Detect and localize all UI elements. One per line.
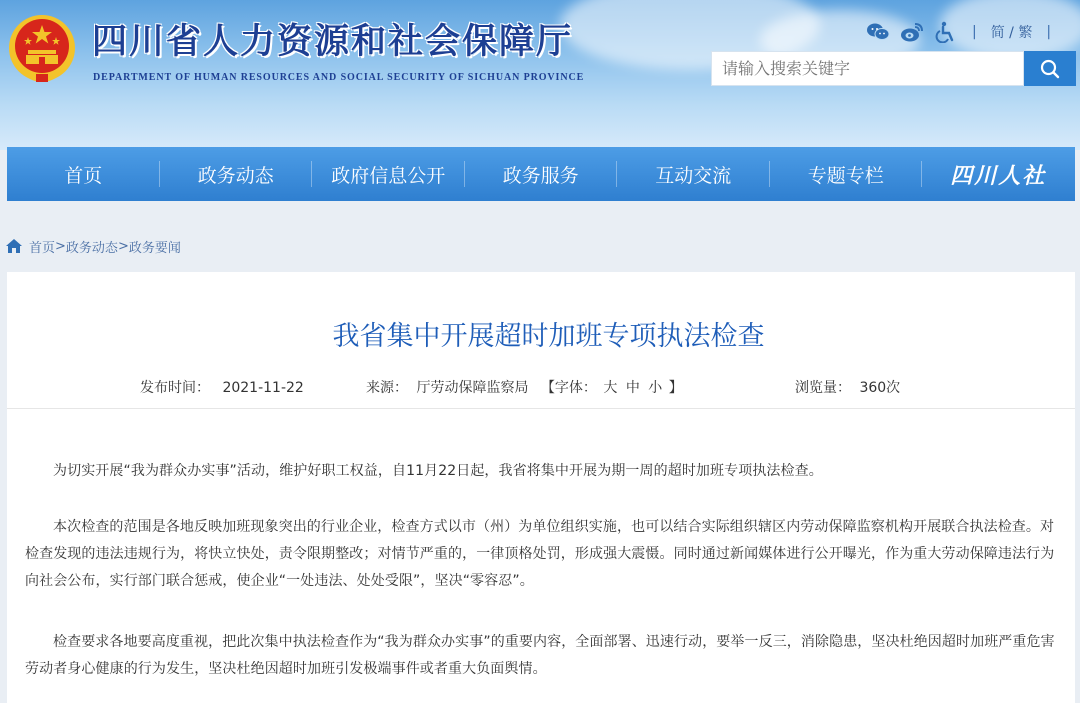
nav-brand-label: 四川人社	[950, 162, 1047, 189]
meta-divider	[7, 408, 1075, 409]
article-title: 我省集中开展超时加班专项执法检查	[332, 321, 765, 352]
font-size-large[interactable]: 大	[603, 380, 618, 396]
toolbar-divider: |	[1046, 24, 1052, 40]
article-container	[7, 272, 1075, 703]
breadcrumb	[6, 236, 181, 256]
main-nav	[7, 147, 1075, 201]
source-name: 厅劳动保障监察局	[416, 380, 529, 396]
nav-item-government-services[interactable]: 政务服务	[465, 147, 618, 201]
national-emblem-icon[interactable]	[6, 12, 78, 86]
views-label: 浏览量：	[795, 380, 851, 396]
site-header	[0, 0, 1080, 150]
source-info	[366, 377, 683, 397]
search-button[interactable]	[1024, 51, 1076, 86]
top-toolbar	[866, 20, 1055, 44]
font-size-close: 】	[668, 380, 683, 396]
toolbar-divider: |	[972, 24, 977, 40]
article-paragraph: 检查要求各地要高度重视，把此次集中执法检查作为“我为群众办实事”的重要内容，全面部署、迅速行动，要举一反三，消除隐患，坚决杜绝因超时加班严重危害劳动者身心健康的行为发生，坚决杜绝因超时加班引发极端事件或者重大负面舆情。	[25, 634, 1055, 677]
wechat-icon[interactable]	[866, 21, 890, 43]
site-title[interactable]: 四川省人力资源和社会保障厅	[92, 21, 574, 62]
breadcrumb-government-news[interactable]: 政务动态	[65, 240, 118, 256]
search-icon	[1039, 58, 1061, 80]
publish-date: 2021-11-22	[222, 380, 304, 396]
nav-item-information-disclosure[interactable]: 政府信息公开	[312, 147, 465, 201]
home-icon	[6, 239, 22, 253]
accessibility-icon[interactable]	[934, 21, 958, 43]
article-paragraph: 为切实开展“我为群众办实事”活动，维护好职工权益，自11月22日起，我省将集中开展为期一周的超时加班专项执法检查。	[53, 463, 823, 479]
font-size-small[interactable]: 小	[648, 380, 663, 396]
nav-item-interaction[interactable]: 互动交流	[617, 147, 770, 201]
views-count: 360次	[859, 380, 901, 396]
site-subtitle: DEPARTMENT OF HUMAN RESOURCES AND SOCIAL SECURITY OF SICHUAN PROVINCE	[93, 72, 585, 83]
font-size-label: 【字体：	[540, 380, 597, 396]
search-input[interactable]	[711, 51, 1024, 86]
font-size-medium[interactable]: 中	[625, 380, 640, 396]
views-info	[795, 377, 900, 397]
weibo-icon[interactable]	[900, 21, 924, 43]
article-paragraph: 本次检查的范围是各地反映加班现象突出的行业企业，检查方式以市（州）为单位组织实施，也可以结合实际组织辖区内劳动保障监察机构开展联合执法检查。对检查发现的违法违规行为，将快立快处，责令限期整改；对情节严重的，一律顶格处罚，形成强大震慑。同时通过新闻媒体进行公开曝光，作为重大劳动保障违法行为向社会公布，实行部门联合惩戒，使企业“一处违法、处处受限”，坚决“零容忍”。	[25, 519, 1055, 589]
nav-item-home[interactable]: 首页	[7, 147, 160, 201]
nav-brand-sichuan-hrss[interactable]	[922, 147, 1075, 201]
breadcrumb-separator: >	[117, 238, 129, 254]
publish-info	[140, 377, 304, 397]
nav-item-special-topics[interactable]: 专题专栏	[770, 147, 923, 201]
language-switch[interactable]: 简 / 繁	[990, 25, 1033, 41]
publish-label: 发布时间：	[140, 380, 210, 396]
breadcrumb-separator: >	[55, 238, 66, 254]
breadcrumb-home[interactable]: 首页	[29, 240, 56, 256]
breadcrumb-key-news[interactable]: 政务要闻	[128, 240, 181, 256]
source-label: 来源：	[366, 380, 408, 396]
nav-item-government-news[interactable]: 政务动态	[160, 147, 313, 201]
